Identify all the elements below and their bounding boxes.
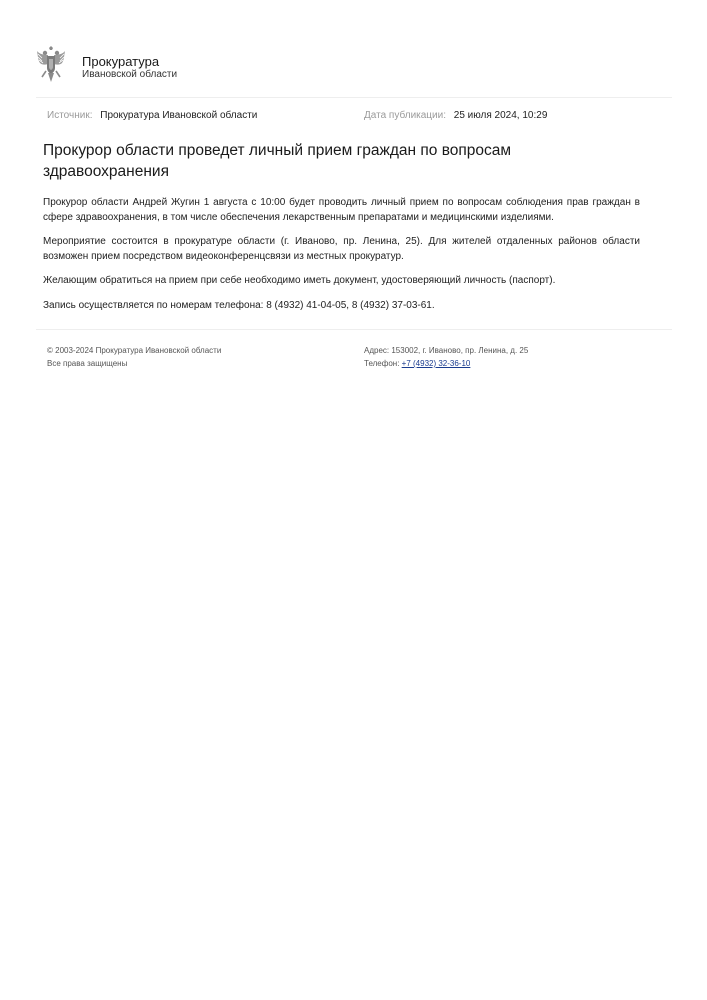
article-paragraph: Желающим обратиться на прием при себе необходимо иметь документ, удостоверяющий личность (паспорт). (43, 275, 556, 286)
phone-line (364, 357, 528, 370)
rights-text: Все права защищены (47, 359, 128, 368)
article-paragraph: Мероприятие состоится в прокуратуре области (г. Иваново, пр. Ленина, 25). Для жителей отдаленных районов области возможен прием посредством видеоконференцсвязи из местных прокуратур. (43, 236, 640, 262)
copyright-text: © 2003-2024 Прокуратура Ивановской области (47, 346, 222, 355)
article-body (43, 196, 640, 323)
date-value: 25 июля 2024, 10:29 (453, 110, 548, 121)
phone-link[interactable]: +7 (4932) 32-36-10 (401, 359, 471, 368)
article-date (364, 110, 547, 121)
footer-copyright-block (47, 344, 221, 370)
phone-label: Телефон: (364, 359, 400, 368)
footer-divider (36, 329, 672, 330)
double-headed-eagle-emblem-icon (36, 46, 66, 84)
article-source (47, 110, 257, 121)
org-region: Ивановской области (82, 69, 178, 80)
article-title: Прокурор области проведет личный прием граждан по вопросам здравоохранения (43, 142, 512, 180)
org-name: Прокуратура (82, 54, 160, 69)
site-header (36, 46, 676, 92)
footer-contacts-block (364, 344, 528, 370)
source-label: Источник: (47, 110, 93, 121)
article-paragraph: Запись осуществляется по номерам телефона: 8 (4932) 41-04-05, 8 (4932) 37-03-61. (43, 299, 435, 311)
date-label: Дата публикации: (364, 110, 446, 121)
source-value: Прокуратура Ивановской области (100, 110, 258, 121)
address-text: Адрес: 153002, г. Иваново, пр. Ленина, д. 25 (364, 346, 529, 355)
header-divider (36, 97, 672, 98)
article-paragraph: Прокурор области Андрей Жугин 1 августа с 10:00 будет проводить личный прием по вопросам соблюдения прав граждан в сфере здравоохранения, в том числе обеспечения лекарственным препаратами и медицинскими изделиями. (43, 197, 640, 223)
